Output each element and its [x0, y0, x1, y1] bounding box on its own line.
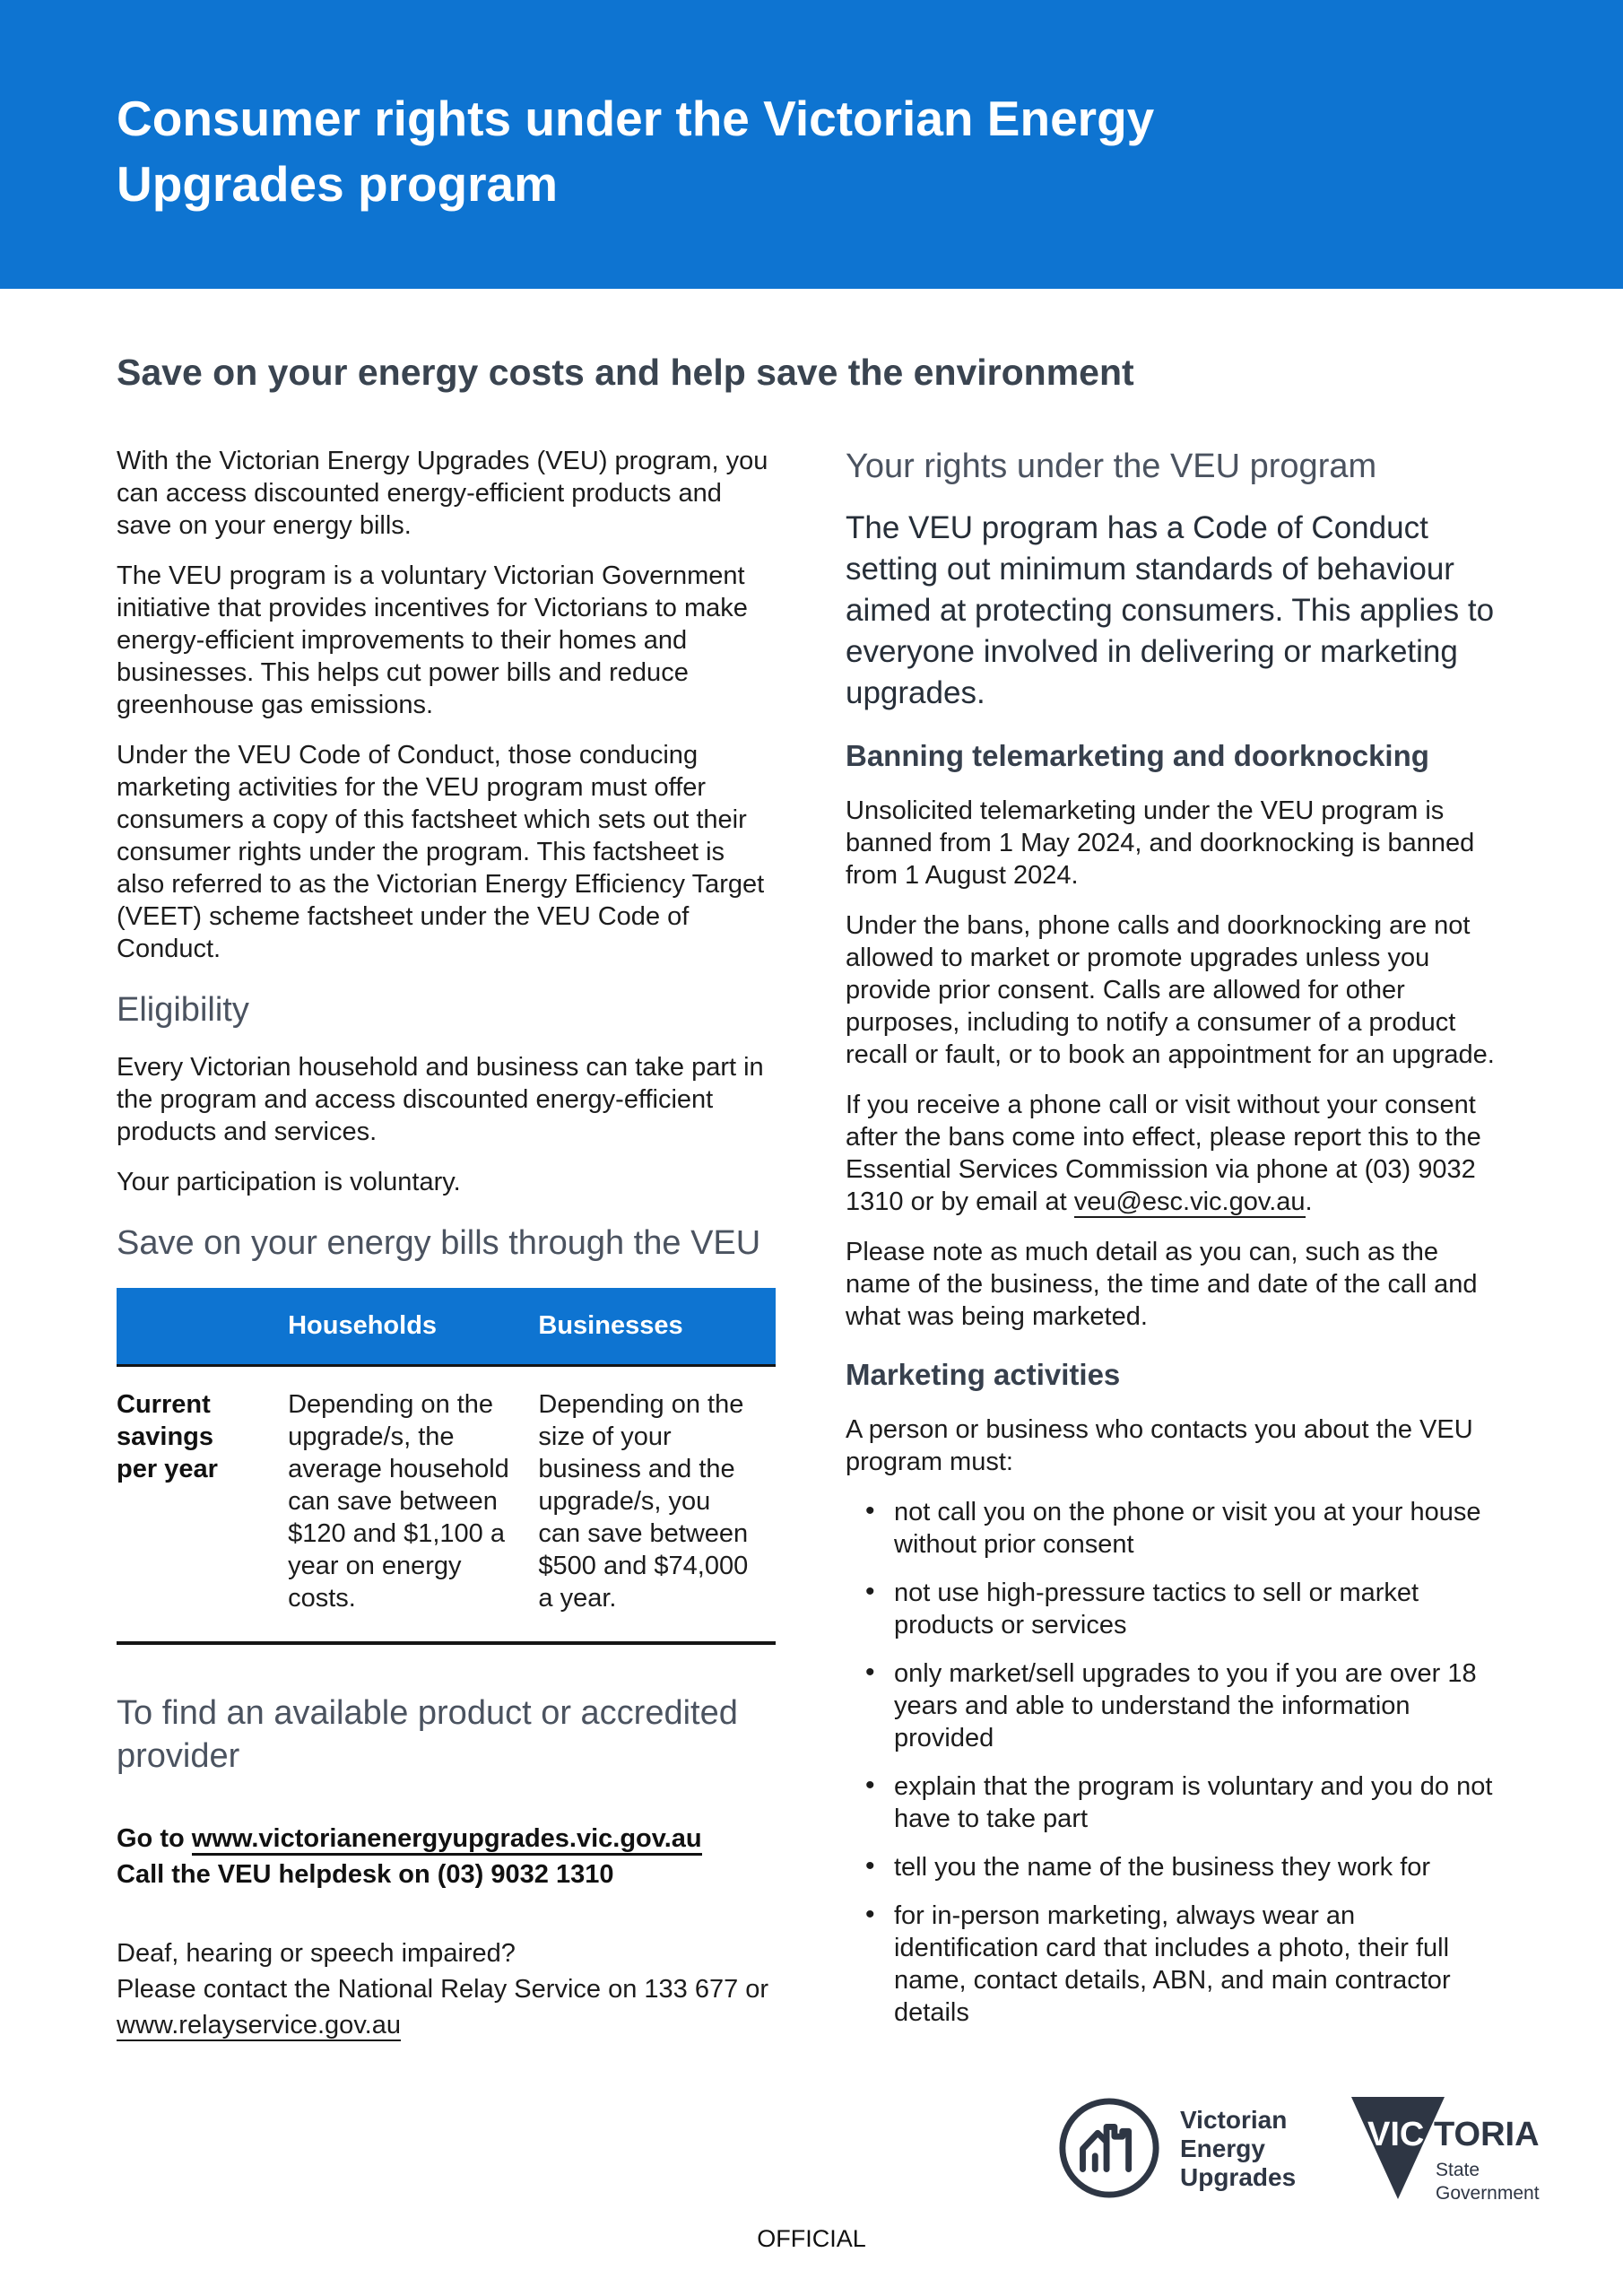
marketing-intro: A person or business who contacts you about the VEU program must:	[846, 1415, 1473, 1476]
report-period: .	[1305, 1187, 1313, 1216]
veu-logo-line: Energy	[1180, 2135, 1265, 2162]
savings-table	[117, 1288, 776, 1645]
goto-label: Go to	[117, 1824, 192, 1853]
veu-logo-icon	[1056, 2095, 1162, 2205]
table-header-spacer	[117, 1288, 288, 1366]
paragraph: The VEU program is a voluntary Victorian Government initiative that provides incentives for Victorians to make energy-efficient improvements to their homes and businesses. This helps cut power bills and reduce greenhouse gas emissions.	[117, 561, 748, 719]
eligibility-heading: Eligibility	[117, 991, 249, 1029]
marketing-heading: Marketing activities	[846, 1358, 1121, 1391]
helpdesk-line: Call the VEU helpdesk on (03) 9032 1310	[117, 1860, 614, 1889]
banning-heading: Banning telemarketing and doorknocking	[846, 739, 1429, 772]
table-header-households: Households	[288, 1288, 538, 1366]
two-column-body	[117, 445, 1506, 2045]
victoria-logo-vic-text: VIC	[1367, 2116, 1425, 2153]
relay-service-link[interactable]: www.relayservice.gov.au	[117, 2011, 401, 2039]
veu-logo-line: Upgrades	[1180, 2163, 1297, 2191]
title-banner	[0, 0, 1623, 289]
footer-logos	[1056, 2095, 1540, 2216]
victoria-state-government-logo-icon	[1351, 2095, 1540, 2216]
veu-logo-line: Victorian	[1180, 2106, 1288, 2134]
table-header-row	[117, 1288, 776, 1366]
page-title: Consumer rights under the Victorian Energy Upgrades program	[117, 91, 1155, 212]
list-item: • explain that the program is voluntary and you do not have to take part	[858, 1770, 1506, 1835]
victoria-logo-toria-text: TORIA	[1434, 2116, 1540, 2153]
paragraph: With the Victorian Energy Upgrades (VEU) program, you can access discounted energy-efficient products and save on your energy bills.	[117, 447, 768, 540]
paragraph: Under the bans, phone calls and doorknocking are not allowed to market or promote upgrades unless you provide prior consent. Calls are allowed for other purposes, including to notify a consumer of a product recall or fault, or to book an appointment for an upgrade.	[846, 911, 1495, 1069]
contact-block	[117, 1821, 776, 1892]
victoria-logo-government-text: Government	[1436, 2183, 1540, 2204]
list-item: • not call you on the phone or visit you at your house without prior consent	[858, 1496, 1506, 1561]
esc-email-link[interactable]: veu@esc.vic.gov.au	[1073, 1187, 1306, 1216]
veu-logo	[1056, 2095, 1296, 2205]
right-column	[846, 445, 1506, 2045]
list-item: • tell you the name of the business they work for	[858, 1851, 1506, 1883]
relay-service-block	[117, 1935, 776, 2043]
victoria-logo-state-text: State	[1436, 2160, 1480, 2180]
rights-heading: Your rights under the VEU program	[846, 448, 1377, 485]
paragraph: Under the VEU Code of Conduct, those conducing marketing activities for the VEU program must offer consumers a copy of this factsheet which sets out their consumer rights under the program. This factsheet is also referred to as the Victorian Energy Efficiency Target (VEET) scheme factsheet under the VEU Code of Conduct.	[117, 741, 765, 963]
deaf-question: Deaf, hearing or speech impaired?	[117, 1939, 516, 1968]
table-cell-households: Depending on the upgrade/s, the average household can save between $120 and $1,100 a year on energy costs.	[288, 1390, 509, 1613]
find-provider-heading: To find an available product or accredited provider	[117, 1694, 738, 1775]
subtitle: Save on your energy costs and help save the environment	[117, 352, 1134, 393]
relay-service-text: Please contact the National Relay Service on 133 677 or	[117, 1975, 769, 2004]
left-column	[117, 445, 776, 2045]
list-item: • for in-person marketing, always wear an identification card that includes a photo, their full name, contact details, ABN, and main contractor details	[858, 1900, 1506, 2029]
rights-paragraph: The VEU program has a Code of Conduct setting out minimum standards of behaviour aimed at protecting consumers. This applies to everyone involved in delivering or marketing upgrades.	[846, 510, 1495, 710]
table-header-businesses: Businesses	[538, 1288, 776, 1366]
paragraph: Your participation is voluntary.	[117, 1168, 461, 1196]
savings-heading: Save on your energy bills through the VEU	[117, 1224, 761, 1262]
paragraph: Unsolicited telemarketing under the VEU program is banned from 1 May 2024, and doorknocking is banned from 1 August 2024.	[846, 796, 1475, 890]
list-item: • only market/sell upgrades to you if you are over 18 years and able to understand the information provided	[858, 1657, 1506, 1754]
table-row	[117, 1366, 776, 1644]
table-cell-businesses: Depending on the size of your business and the upgrade/s, you can save between $500 and $74,000 a year.	[538, 1390, 749, 1613]
paragraph: Every Victorian household and business can take part in the program and access discounted energy-efficient products and services.	[117, 1053, 764, 1146]
list-item: • not use high-pressure tactics to sell or market products or services	[858, 1577, 1506, 1641]
marketing-rules-list	[846, 1496, 1506, 2029]
paragraph: Please note as much detail as you can, such as the name of the business, the time and date of the call and what was being marketed.	[846, 1238, 1478, 1331]
official-classification-label: OFFICIAL	[757, 2225, 866, 2252]
table-row-label: Current savings per year	[117, 1390, 218, 1483]
veu-logo-wordmark	[1180, 2095, 1296, 2205]
report-text: If you receive a phone call or visit without your consent after the bans come into effect, please report this to the Essential Services Commission via phone at (03) 9032 1310 or by email at	[846, 1091, 1481, 1216]
report-paragraph	[846, 1089, 1506, 1218]
veu-website-link[interactable]: www.victorianenergyupgrades.vic.gov.au	[192, 1824, 702, 1856]
